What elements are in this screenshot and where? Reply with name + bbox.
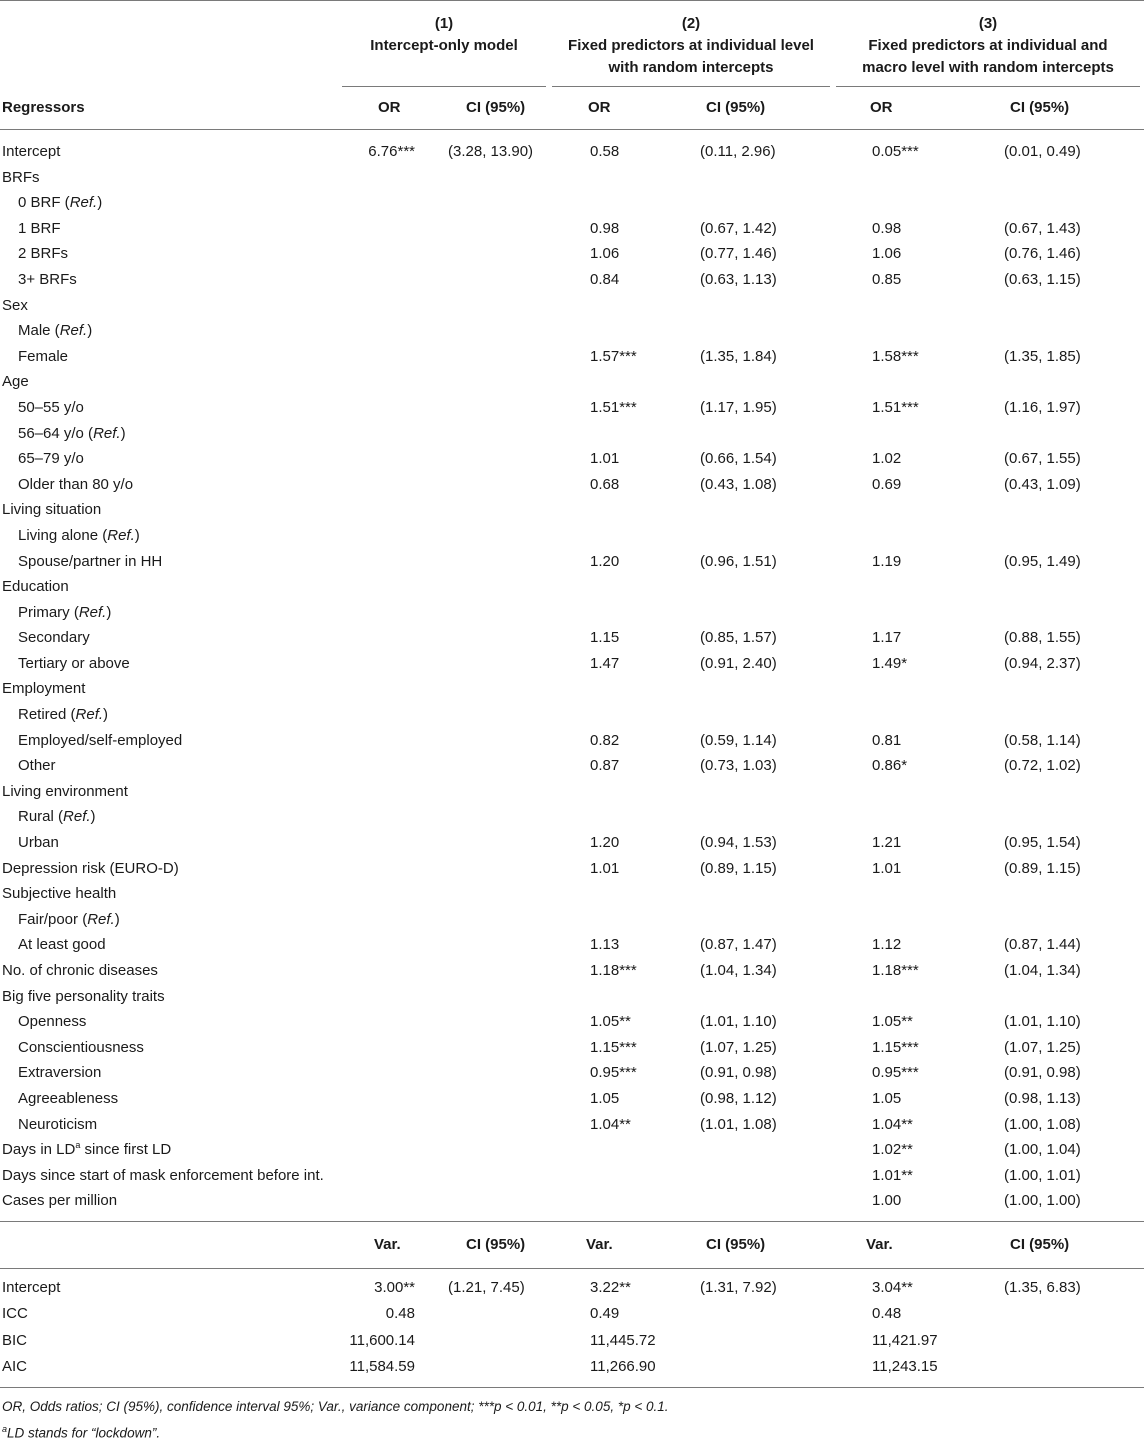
- cell-m2-or: 1.51***: [590, 398, 637, 416]
- model-number: (2): [681, 15, 701, 32]
- model-header-row: [0, 1, 1144, 87]
- table-row: [0, 267, 1144, 293]
- fixed-effects-body: [0, 130, 1144, 1222]
- row-label: Older than 80 y/o: [18, 475, 134, 493]
- cell-m2-ci: (0.43, 1.08): [700, 475, 777, 493]
- row-label: Subjective health: [2, 885, 117, 903]
- cell-m3-ci: (0.91, 0.98): [1004, 1064, 1081, 1082]
- table-row: [0, 804, 1144, 830]
- table-row: [0, 932, 1144, 958]
- cell-m3-ci: (0.76, 1.46): [1004, 245, 1081, 263]
- row-label: Secondary: [18, 629, 90, 647]
- table-row: [0, 600, 1144, 626]
- cell-m2-ci: (0.67, 1.42): [700, 219, 777, 237]
- model-title-line: Intercept-only model: [370, 37, 518, 54]
- table-row: [0, 344, 1144, 370]
- cell-m2-or: 1.01: [590, 859, 620, 877]
- cell-m2-ci: (0.77, 1.46): [700, 245, 777, 263]
- cell-m3-or: 0.69: [872, 475, 902, 493]
- cell-m2-or: 11,266.90: [590, 1358, 656, 1376]
- cell-m3-ci: (1.00, 1.00): [1004, 1192, 1081, 1210]
- table-row: [0, 728, 1144, 754]
- cell-m2-ci: (0.63, 1.13): [700, 270, 777, 288]
- table-row: [0, 1188, 1144, 1214]
- cell-m2-ci: (0.85, 1.57): [700, 629, 777, 647]
- m2-ci-header: CI (95%): [706, 1235, 766, 1253]
- m1-ci-header: CI (95%): [466, 99, 526, 116]
- table-row: [0, 1163, 1144, 1189]
- cell-m3-or: 1.51***: [872, 398, 919, 416]
- table-row: [0, 1009, 1144, 1035]
- model-title-line: macro level with random intercepts: [862, 59, 1114, 76]
- row-label: Days in $LD^a$ since first LD: [2, 1140, 172, 1159]
- row-label: At least good: [18, 936, 106, 954]
- row-label: 2 BRFs: [18, 245, 69, 263]
- row-label: Tertiary or above: [18, 654, 130, 672]
- cell-m3-or: 1.18***: [872, 962, 919, 979]
- table-row: [0, 369, 1144, 395]
- cell-m3-ci: (0.98, 1.13): [1004, 1089, 1081, 1107]
- cell-m2-ci: (0.96, 1.51): [700, 552, 777, 570]
- cell-m3-or: 1.02: [872, 450, 902, 468]
- cell-m3-ci: (0.01, 0.49): [1004, 143, 1081, 160]
- cell-m3-or: 1.17: [872, 629, 902, 647]
- table-row: [0, 190, 1144, 216]
- cell-m3-or: 1.00: [872, 1192, 902, 1210]
- cell-m2-or: 0.82: [590, 731, 620, 749]
- row-label: Cases per million: [2, 1192, 118, 1210]
- row-label: 56–64 y/o (Ref.): [18, 424, 126, 442]
- row-label: 1 BRF: [18, 219, 61, 237]
- table-row: [0, 1137, 1144, 1163]
- cell-m2-or: 0.98: [590, 219, 620, 237]
- cell-m3-ci: (1.35, 1.85): [1004, 347, 1081, 365]
- row-label: Employment: [2, 680, 86, 698]
- table-row: [0, 1060, 1144, 1086]
- model-title-line: with random intercepts: [608, 59, 774, 76]
- cell-m3-ci: (0.89, 1.15): [1004, 859, 1081, 877]
- cell-m2-or: 1.13: [590, 936, 620, 954]
- cell-m3-or: 1.01: [872, 859, 902, 877]
- cell-m2-or: 0.68: [590, 475, 620, 493]
- cell-m2-or: 1.47: [590, 654, 620, 672]
- model-3-header: [836, 13, 1140, 79]
- table-row: [0, 1086, 1144, 1112]
- cell-m2-or: 1.15: [590, 629, 620, 647]
- cell-m3-or: 1.15***: [872, 1038, 919, 1056]
- row-label: Retired (Ref.): [18, 706, 109, 724]
- cell-m2-or: 1.04**: [590, 1115, 631, 1133]
- cell-m2-or: 0.58: [590, 143, 620, 160]
- row-label: Fair/poor (Ref.): [18, 910, 120, 928]
- row-label: Conscientiousness: [18, 1038, 144, 1056]
- cell-m3-or: 0.86*: [872, 757, 908, 775]
- table-row: [0, 984, 1144, 1010]
- cell-m2-or: 1.06: [590, 245, 620, 263]
- row-label: 50–55 y/o: [18, 398, 84, 416]
- table-row: [0, 856, 1144, 882]
- cell-m3-or: 1.21: [872, 834, 902, 852]
- cell-m3-ci: (1.00, 1.08): [1004, 1115, 1081, 1133]
- m1-or-header: OR: [378, 99, 401, 116]
- cell-m2-ci: (1.35, 1.84): [700, 347, 777, 365]
- table-row: [0, 1354, 1144, 1381]
- model-title-line: Fixed predictors at individual level: [568, 37, 814, 54]
- cell-m2-ci: (0.91, 2.40): [700, 654, 777, 672]
- cell-m3-or: 1.58***: [872, 347, 919, 365]
- cell-m3-ci: (0.58, 1.14): [1004, 731, 1081, 749]
- table-row: [0, 318, 1144, 344]
- cell-m2-ci: (1.07, 1.25): [700, 1038, 777, 1056]
- cell-m1-or: 11,584.59: [349, 1358, 415, 1376]
- table-row: [0, 830, 1144, 856]
- cell-m3-or: 1.04**: [872, 1115, 913, 1133]
- row-label: 3+ BRFs: [18, 270, 77, 288]
- cell-m2-or: 1.18***: [590, 962, 637, 979]
- table-row: [0, 753, 1144, 779]
- table-row: [0, 676, 1144, 702]
- table-row: [0, 779, 1144, 805]
- cell-m2-ci: (1.04, 1.34): [700, 962, 777, 979]
- random-effects-body: [0, 1269, 1144, 1388]
- table-row: [0, 446, 1144, 472]
- row-label: Male (Ref.): [18, 322, 93, 340]
- cell-m1-ci: (3.28, 13.90): [448, 143, 534, 160]
- cell-m3-or: 1.12: [872, 936, 902, 954]
- cell-m2-ci: (1.01, 1.08): [700, 1115, 777, 1133]
- cell-m3-ci: (0.88, 1.55): [1004, 629, 1081, 647]
- m3-ci-header: CI (95%): [1010, 1235, 1070, 1253]
- cell-m3-ci: (0.43, 1.09): [1004, 475, 1081, 493]
- row-label: Neuroticism: [18, 1115, 98, 1133]
- cell-m3-ci: (1.04, 1.34): [1004, 962, 1081, 979]
- cell-m2-ci: (0.98, 1.12): [700, 1089, 777, 1107]
- cell-m3-or: 0.48: [872, 1305, 902, 1323]
- row-label: Openness: [18, 1013, 87, 1031]
- cell-m3-or: 0.95***: [872, 1064, 919, 1082]
- row-label: Living alone (Ref.): [18, 526, 140, 544]
- cell-m2-or: 1.15***: [590, 1038, 637, 1056]
- cell-m3-or: 3.04**: [872, 1278, 913, 1296]
- m1-var-header: Var.: [374, 1235, 401, 1253]
- cell-m3-ci: (0.67, 1.43): [1004, 219, 1081, 237]
- cell-m3-ci: (0.67, 1.55): [1004, 450, 1081, 468]
- cell-m2-ci: (0.11, 2.96): [700, 143, 776, 160]
- column-header-row: [0, 87, 1144, 130]
- model-number: (1): [434, 15, 454, 32]
- cell-m2-ci: (0.87, 1.47): [700, 936, 777, 954]
- row-label: ICC: [2, 1305, 28, 1323]
- m1-ci-header: CI (95%): [466, 1235, 526, 1253]
- row-label: Other: [18, 757, 56, 775]
- cell-m3-ci: (0.95, 1.49): [1004, 552, 1081, 570]
- cell-m2-ci: (0.73, 1.03): [700, 757, 777, 775]
- table-row: [0, 165, 1144, 191]
- row-label: Extraversion: [18, 1064, 102, 1082]
- row-label: Living environment: [2, 782, 128, 800]
- row-label: Age: [2, 373, 29, 391]
- row-label: AIC: [2, 1358, 28, 1376]
- cell-m2-or: 1.57***: [590, 347, 637, 365]
- table-row: [0, 907, 1144, 933]
- model-1-header: [342, 13, 546, 57]
- m3-ci-header: CI (95%): [1010, 99, 1070, 116]
- cell-m1-or: 6.76***: [368, 143, 415, 160]
- row-label: Intercept: [2, 143, 61, 160]
- table-row: [0, 139, 1144, 165]
- cell-m3-or: 1.02**: [872, 1141, 913, 1159]
- cell-m2-ci: (0.89, 1.15): [700, 859, 777, 877]
- row-label: 0 BRF (Ref.): [18, 194, 103, 212]
- m2-ci-header: CI (95%): [706, 99, 766, 116]
- cell-m3-or: 1.01**: [872, 1166, 913, 1184]
- row-label: Living situation: [2, 501, 102, 519]
- cell-m3-ci: (0.63, 1.15): [1004, 270, 1081, 288]
- cell-m2-or: 1.20: [590, 834, 620, 852]
- row-label: Rural (Ref.): [18, 808, 96, 826]
- table-row: [0, 574, 1144, 600]
- row-label: Big five personality traits: [2, 987, 165, 1005]
- row-label: No. of chronic diseases: [2, 962, 158, 979]
- table-row: [0, 549, 1144, 575]
- cell-m2-or: 1.01: [590, 450, 620, 468]
- row-label: Agreeableness: [18, 1089, 119, 1107]
- cell-m3-ci: (1.00, 1.04): [1004, 1141, 1081, 1159]
- table-row: [0, 702, 1144, 728]
- cell-m3-or: 0.81: [872, 731, 902, 749]
- table-row: [0, 241, 1144, 267]
- cell-m2-or: 11,445.72: [590, 1331, 656, 1349]
- cell-m2-or: 0.95***: [590, 1064, 637, 1082]
- row-label: Intercept: [2, 1278, 61, 1296]
- cell-m2-or: 1.05**: [590, 1013, 631, 1031]
- cell-m3-ci: (1.35, 6.83): [1004, 1278, 1081, 1296]
- table-row: [0, 523, 1144, 549]
- cell-m3-ci: (1.07, 1.25): [1004, 1038, 1081, 1056]
- cell-m3-or: 1.05: [872, 1089, 902, 1107]
- row-label: Employed/self-employed: [18, 731, 183, 749]
- regressors-header: Regressors: [2, 99, 85, 116]
- row-label: Education: [2, 578, 69, 596]
- cell-m2-or: 1.20: [590, 552, 620, 570]
- cell-m2-ci: (0.91, 0.98): [700, 1064, 777, 1082]
- model-number: (3): [978, 15, 998, 32]
- cell-m2-ci: (0.94, 1.53): [700, 834, 777, 852]
- cell-m2-ci: (0.66, 1.54): [700, 450, 777, 468]
- cell-m2-or: 1.05: [590, 1089, 620, 1107]
- cell-m2-ci: (1.31, 7.92): [700, 1278, 777, 1296]
- cell-m3-or: 1.49*: [872, 654, 908, 672]
- cell-m2-or: 3.22**: [590, 1278, 631, 1296]
- cell-m3-or: 11,243.15: [872, 1358, 938, 1376]
- cell-m3-ci: (1.01, 1.10): [1004, 1013, 1081, 1031]
- cell-m2-ci: (1.01, 1.10): [700, 1013, 777, 1031]
- cell-m3-or: 1.05**: [872, 1013, 913, 1031]
- table-row: [0, 421, 1144, 447]
- cell-m2-ci: (1.17, 1.95): [700, 398, 777, 416]
- row-label: Sex: [2, 296, 28, 314]
- table-row: [0, 1328, 1144, 1355]
- table-row: [0, 1301, 1144, 1328]
- cell-m2-or: 0.87: [590, 757, 620, 775]
- cell-m1-or: 0.48: [385, 1305, 415, 1323]
- table-row: [0, 472, 1144, 498]
- cell-m3-ci: (0.94, 2.37): [1004, 654, 1081, 672]
- cell-m3-or: 0.05***: [872, 143, 919, 160]
- m2-or-header: OR: [588, 99, 611, 116]
- cell-m3-ci: (0.87, 1.44): [1004, 936, 1081, 954]
- cell-m3-or: 1.06: [872, 245, 902, 263]
- m2-var-header: Var.: [586, 1235, 613, 1253]
- row-label: Primary (Ref.): [18, 603, 112, 621]
- table-row: [0, 625, 1144, 651]
- cell-m3-or: 0.85: [872, 270, 902, 288]
- model-title-line: Fixed predictors at individual and: [868, 37, 1108, 54]
- cell-m3-ci: (1.00, 1.01): [1004, 1166, 1081, 1184]
- cell-m3-ci: (1.16, 1.97): [1004, 398, 1081, 416]
- cell-m2-or: 0.84: [590, 270, 620, 288]
- table-row: [0, 881, 1144, 907]
- m3-or-header: OR: [870, 99, 893, 116]
- cell-m3-or: 1.19: [872, 552, 902, 570]
- footnote-abbreviations: OR, Odds ratios; CI (95%), confidence interval 95%; Var., variance component; ***p < 0.01, **p < 0.05, *p < 0.1.: [2, 1398, 669, 1414]
- row-label: Urban: [18, 834, 59, 852]
- cell-m3-ci: (0.72, 1.02): [1004, 757, 1081, 775]
- table-row: [0, 1112, 1144, 1138]
- row-label: BRFs: [2, 168, 40, 186]
- cell-m2-ci: (0.59, 1.14): [700, 731, 777, 749]
- cell-m1-or: 11,600.14: [349, 1331, 415, 1349]
- cell-m3-ci: (0.95, 1.54): [1004, 834, 1081, 852]
- table-row: [0, 293, 1144, 319]
- cell-m2-or: 0.49: [590, 1305, 620, 1323]
- table-row: [0, 395, 1144, 421]
- cell-m3-or: 0.98: [872, 219, 902, 237]
- table-row: [0, 1035, 1144, 1061]
- cell-m1-or: 3.00**: [374, 1278, 415, 1296]
- row-label: 65–79 y/o: [18, 450, 84, 468]
- cell-m3-or: 11,421.97: [872, 1331, 938, 1349]
- random-header-row: [0, 1222, 1144, 1269]
- table-row: [0, 1275, 1144, 1302]
- row-label: BIC: [2, 1331, 28, 1349]
- m3-var-header: Var.: [866, 1235, 893, 1253]
- row-label: Days since start of mask enforcement before int.: [2, 1166, 324, 1184]
- table-row: [0, 497, 1144, 523]
- row-label: Spouse/partner in HH: [18, 552, 163, 570]
- footnote-lockdown: $^a$LD stands for “lockdown”.: [2, 1423, 161, 1441]
- table-row: [0, 958, 1144, 984]
- row-label: Female: [18, 347, 69, 365]
- model-2-header: [552, 13, 830, 79]
- table-row: [0, 216, 1144, 242]
- row-label: Depression risk (EURO-D): [2, 859, 179, 877]
- table-row: [0, 651, 1144, 677]
- cell-m1-ci: (1.21, 7.45): [448, 1278, 525, 1296]
